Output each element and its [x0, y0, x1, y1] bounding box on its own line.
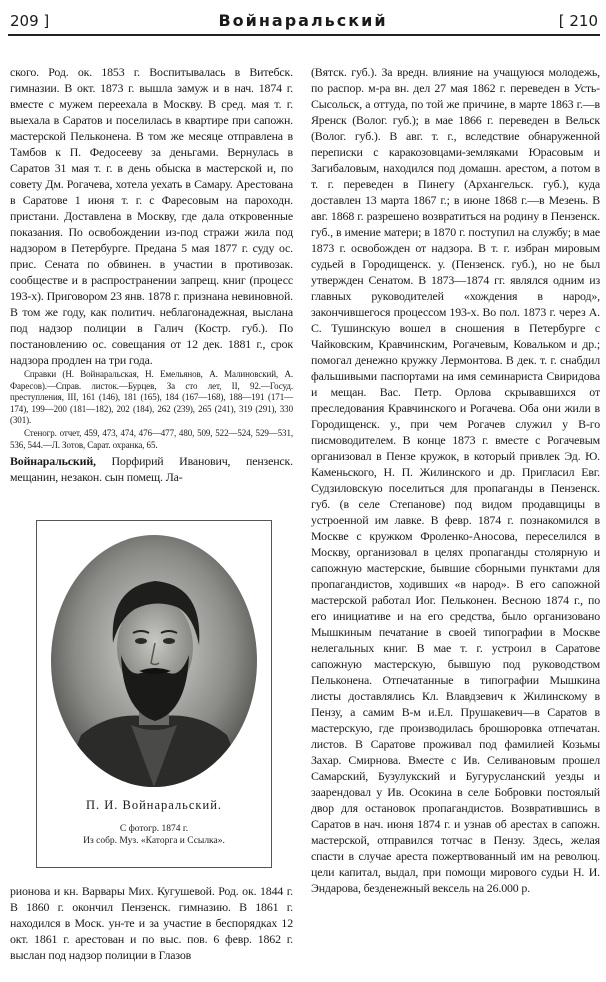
- entry-text-continued: рионова и кн. Варвары Мих. Кугушевой. Род. ок. 1844 г. В 1860 г. окончил Пензенск. гимназию. В 1861 г. находился в Моск. ун-те и за участие в беспорядках 12 окт. 1861 г. арестован и по выс. пов. 6 февр. 1862 г. выслан под надзор полиции в Глазов: [10, 884, 293, 962]
- left-column-bottom: [10, 883, 293, 963]
- caption-photo-date: С фотогр. 1874 г.: [119, 824, 189, 834]
- entry-name: Войнаральский,: [10, 454, 96, 469]
- right-column: [311, 64, 600, 896]
- page-number-right: [ 210: [558, 12, 598, 30]
- portrait-photo: [51, 535, 257, 787]
- left-column-top: [10, 64, 293, 485]
- running-title: Войнаральский: [218, 11, 388, 30]
- portrait-caption-source: [37, 823, 271, 847]
- header-rule: [8, 34, 600, 36]
- portrait-figure: [36, 520, 272, 868]
- references-block: Справки (Н. Войнаральская, Н. Емельянов, А. Малиновский, А. Фаресов).—Справ. листок.—Бурцев, За сто лет, II, 92.—Госуд. преступления, III, 161 (146), 181 (165), 184 (167—168), 188—191 (171—174), 199—200 (181—182), 202 (184), 262 (239), 265 (241), 319 (291), 330 (301).: [10, 369, 293, 426]
- entry-intro: Порфирий Иванович, пензенск. мещанин, незакон. сын помещ. Ла-: [10, 454, 293, 485]
- references-block: Стеногр. отчет, 459, 473, 474, 476—477, 480, 509, 522—524, 529—531, 536, 544.—Л. Зотов, Сарат. охранка, 65.: [10, 427, 293, 450]
- entry-heading-line: [10, 453, 293, 485]
- caption-collection: Из собр. Муз. «Каторга и Ссылка».: [83, 836, 225, 846]
- portrait-caption-name: П. И. Войнаральский.: [85, 798, 223, 812]
- page-number-left: 209 ]: [10, 12, 50, 30]
- entry-biography-text: (Вятск. губ.). За вредн. влияние на учащуюся молодежь, по распор. м-ра вн. дел 27 мая 1862 г. переведен в Усть-Сысольск, а оттуда, по той же причине, в марте 1863 г.—в Яренск (Волог. губ.); в мае 1866 г. переведен в Вельск (Волог. губ.). В авг. т. г., вследствие обнаруженной переписки с каракозовцами-земляками Юрасовым и Загибаловым, находился под домашн. арестом, а потом в т. г. переведен в Пинегу (Архангельск. губ.), куда доставлен 13 марта 1867 г.; в июне 1868 г.—в Мезень. В авг. 1868 г. разрешено возвратиться на родину в Пензенск. губ., в имение матери; в 1870 г. поступил на службу; в мае 1873 г. освобожден от надзора. В т. г. избран мировым судьей в Городищенск. у. (Пензенск. губ.), но не был утвержден Сенатом. В 1873—1874 гг. являлся одним из главных руководителей «хождения в народ», закончившегося процессом 193-х. Во пол. 1873 г. через А. С. Тушинскую вошел в сношения в Петербурге с Чайковским, Кравчинским, Рогачевым, Ковальком и др.; помогал денежно кружку Лермонтова. В дек. т. г. снабдил фальшивыми паспортами на имя семинариста Свиридова и мещан. Вас. Петр. Орлова скрывавшихся от преследования Кравчинского и Рогачева. Оба они жили в Городищенск. у., при чем Рогачев служил у В-го писмоводителем. В конце 1873 г. вместе с Рогачевым организовал в Пензе кружок, в который привлек Эд. Ю. Каменьского, Н. П. Жилинского и др. Пригласил Евг. Судзиловскую поселиться для пропаганды в Пензенск. губ. (в селе Степановe) под видом продавщицы в устроенной им лавке. В февр. 1874 г. познакомился в Москве с кружком Фроленко-Аносова, переселился в Москву, организовал в целях пропаганды столярную и сапожную мастерские, бывшие сборными пунктами для пропагандистов, ходивших «в народ». В его сапожной мастерской работал Иог. Пельконен. Весною 1874 г., по его инициативе и на его средства, было организовано Мышкиным печатание в своей типографии в Москве нелегальных книг. В мае т. г. устроил в Саратове сапожную мастерскую, бывшую под руководством Пельконена. Отпечатанные в типографии Мышкина листы доставлялись Кл. Влавдзевич к Жилинскому в Пензу, а самим В-м и.Ел. Прушакевич—в Саратов в мастерскую, где производилась брошюровка отпечатан. листов. В Саратове проживал под фамилией Козьмы Захар. Смирнова. Вместе с Ив. Селивановым прошел Самарский, Бузулукский и Бугурусланский уезды и заарендовал у Ив. Осокина в селе Бобровки постоялый двор для остановок пропагандистов. Возвратившись в Саратов в нач. июня 1874 г. и узнав об арестах в сапожн. мастерской, отправился тотчас в Пензу. Здесь, желая спасти в случае ареста пожертвованный им на революц. цели капитал, выдал, при помощи мирового судьи Н. И. Эндарова, безденежный вексель на 26.000 р.: [311, 65, 600, 895]
- continued-entry-text: ского. Род. ок. 1853 г. Воспитывалась в Витебск. гимназии. В окт. 1873 г. вышла замуж и в нач. 1874 г. вместе с мужем переехала в Москву. В сред. мая т. г. выехала в Саратов и поселилась в квартире при сапожн. мастерской Пельконена. В том же месяце отправлена в Тамбов к П. Федосееву за деньгами. Вернулась в Саратов 31 мая т. г. в день обыска в мастерской и, по совету Дм. Рогачева, хотела уехать в Самару. Арестована в Саратове 1 июня т. г. с Фаресовым на пароходн. пристани. Доставлена в Москву, где дала откровенные показания. По освобождении из-под стражи жила под надзором в Петербурге. Предана 5 мая 1877 г. суду ос. прис. Сената по обвинен. в участии в противозак. сообществе и в распространении запрещ. книг (процесс 193-х). Приговором 23 янв. 1878 г. признана невиновной. В том же году, как политич. неблагонадежная, выслана под надзор полиции в Галич (Костр. губ.). По постановлению ос. совещания от 12 дек. 1881 г., срок надзора продлен на три года.: [10, 65, 293, 367]
